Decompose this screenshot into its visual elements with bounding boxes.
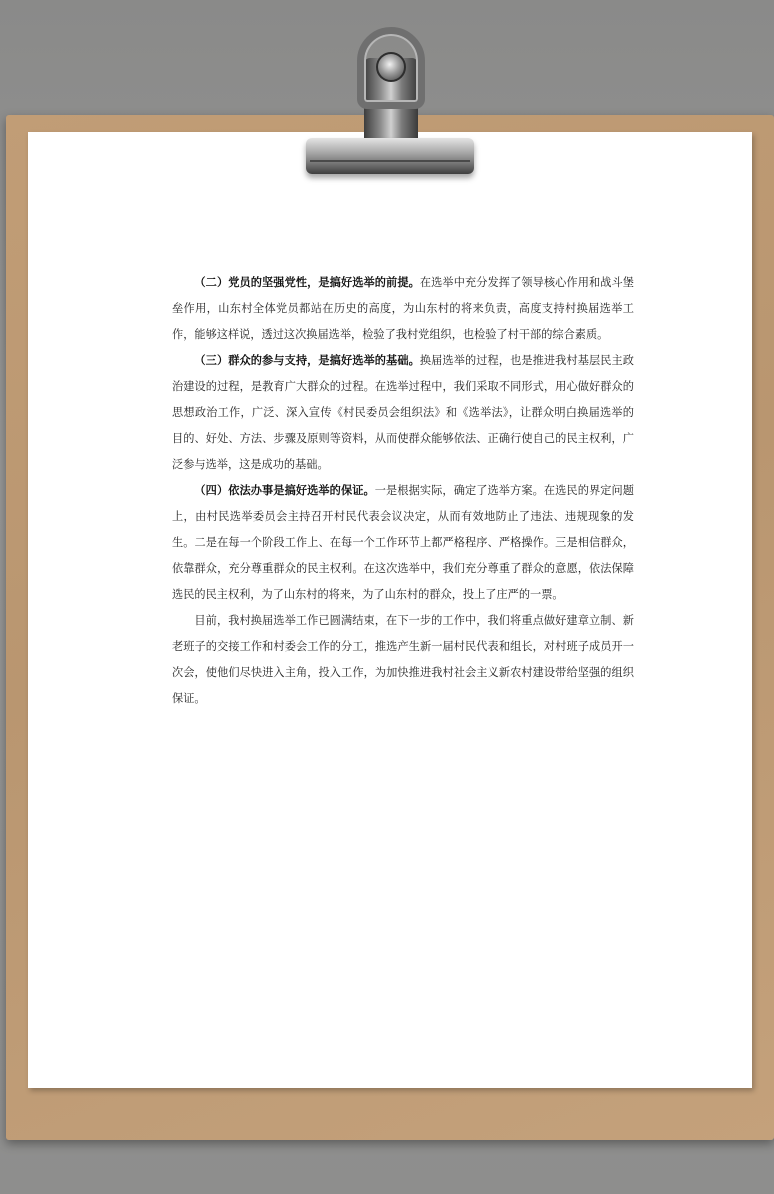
binder-clip-icon: [306, 138, 474, 174]
paragraph-heading: （三）群众的参与支持，是搞好选举的基础。: [194, 354, 420, 367]
binder-clip-edge: [310, 160, 470, 162]
binder-clip-rivet-icon: [376, 52, 406, 82]
paragraph-heading: （四）依法办事是搞好选举的保证。: [194, 484, 375, 497]
document-body: [172, 270, 634, 712]
paragraph-text: 目前，我村换届选举工作已圆满结束，在下一步的工作中，我们将重点做好建章立制、新老班子的交接工作和村委会工作的分工，推选产生新一届村民代表和组长，对村班子成员开一次会，使他们尽快进入主角，投入工作，为加快推进我村社会主义新农村建设带给坚强的组织保证。: [172, 614, 634, 705]
paragraph-rule-of-law: [172, 478, 634, 608]
paragraph-party-members: [172, 270, 634, 348]
paragraph-heading: （二）党员的坚强党性，是搞好选举的前提。: [194, 276, 420, 289]
paragraph-text: 在选举中充分发挥了领导核心作用和战斗堡垒作用，山东村全体党员都站在历史的高度，为山东村的将来负责，高度支持村换届选举工作，能够这样说，透过这次换届选举，检验了我村党组织，也检验了村干部的综合素质。: [172, 276, 634, 341]
paragraph-conclusion: [172, 608, 634, 712]
paragraph-text: 换届选举的过程，也是推进我村基层民主政治建设的过程，是教育广大群众的过程。在选举过程中，我们采取不同形式，用心做好群众的思想政治工作，广泛、深入宣传《村民委员会组织法》和《选举法》，让群众明白换届选举的目的、好处、方法、步骤及原则等资料，从而使群众能够依法、正确行使自己的民主权利，广泛参与选举，这是成功的基础。: [172, 354, 634, 471]
paragraph-public-support: [172, 348, 634, 478]
paragraph-text: 一是根据实际，确定了选举方案。在选民的界定问题上，由村民选举委员会主持召开村民代表会议决定，从而有效地防止了违法、违规现象的发生。二是在每一个阶段工作上、在每一个工作环节上都严格程序、严格操作。三是相信群众，依靠群众，充分尊重群众的民主权利。在这次选举中，我们充分尊重了群众的意愿，依法保障选民的民主权利，为了山东村的将来，为了山东村的群众，投上了庄严的一票。: [172, 484, 634, 601]
